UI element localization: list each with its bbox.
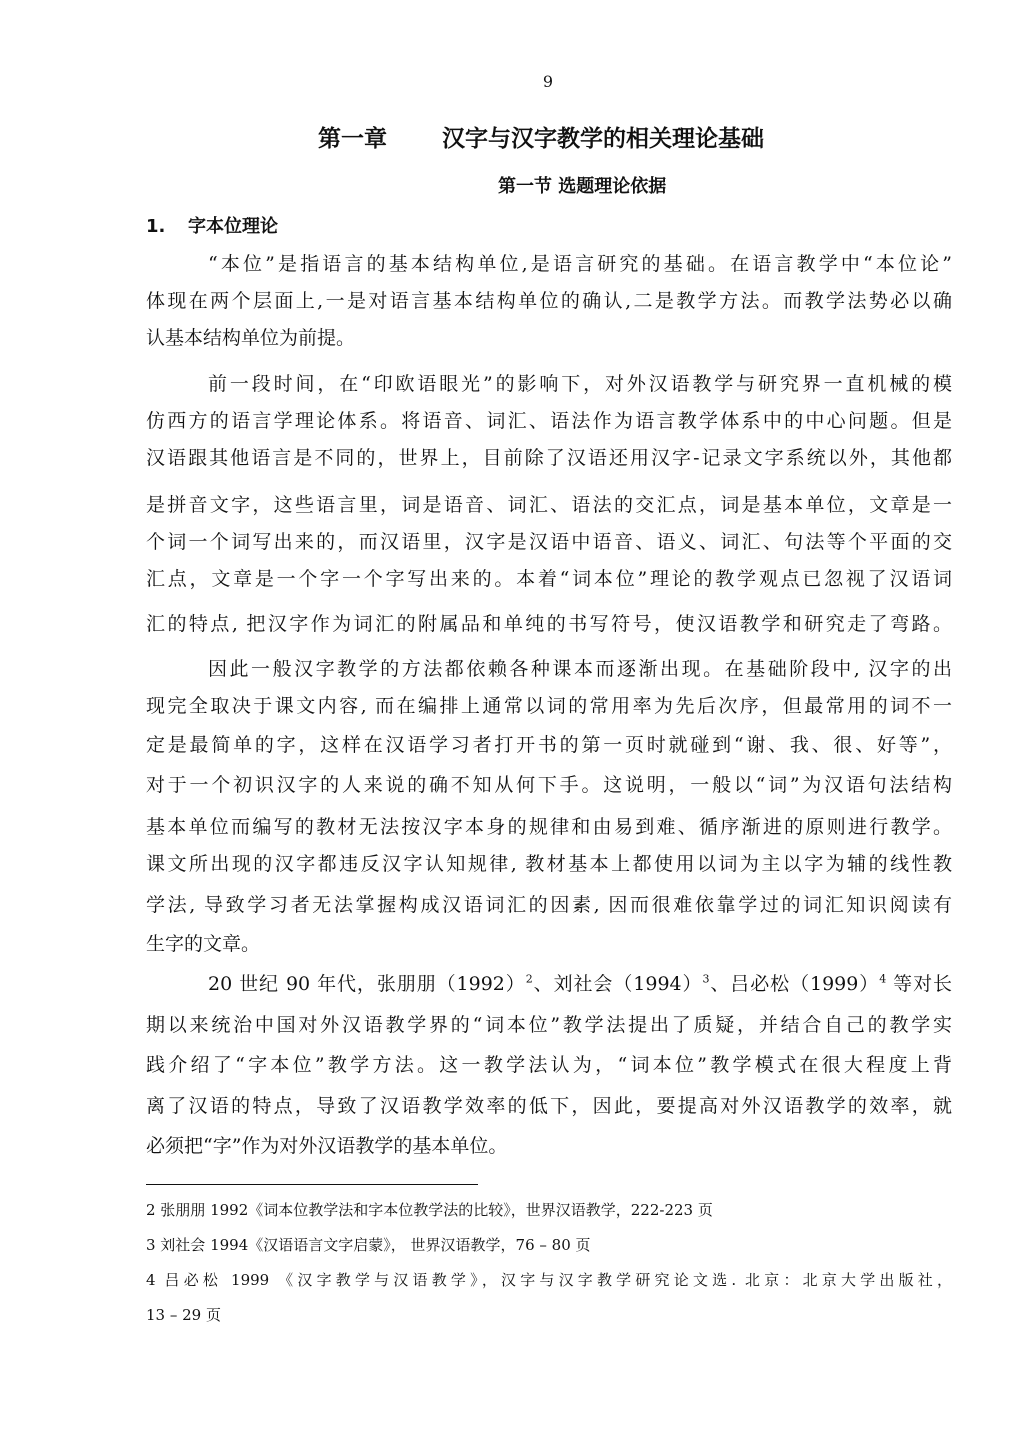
- page-number: 9: [542, 72, 554, 91]
- chapter-title: [318, 120, 764, 153]
- body-line: 生字的文章。: [146, 933, 261, 955]
- text-run: 等对长: [886, 973, 953, 995]
- body-line: 定是最简单的字，这样在汉语学习者打开书的第一页时就碰到“谢、我、很、好等”，: [146, 734, 952, 756]
- body-line: 汇点，文章是一个字一个字写出来的。本着“词本位”理论的教学观点已忽视了汉语词: [146, 568, 952, 590]
- text-run: 20 世纪 90 年代，张朋朋（1992）: [208, 973, 526, 995]
- body-line: 仿西方的语言学理论体系。将语音、词汇、语法作为语言教学体系中的中心问题。但是: [146, 410, 952, 432]
- body-line: 课文所出现的汉字都违反汉字认知规律, 教材基本上都使用以词为主以字为辅的线性教: [146, 853, 952, 875]
- footnote: 4 吕必松 1999 《汉字教学与汉语教学》，汉字与汉字教学研究论文选. 北京：北京大学出版社，: [146, 1271, 952, 1289]
- body-line: 认基本结构单位为前提。: [146, 327, 356, 349]
- body-line: 个词一个词写出来的，而汉语里，汉字是汉语中语音、语义、词汇、句法等个平面的交: [146, 531, 952, 553]
- body-line: 现完全取决于课文内容, 而在编排上通常以词的常用率为先后次序，但最常用的词不一: [146, 695, 952, 717]
- body-line-with-citations: [208, 972, 952, 996]
- footnote: 3 刘社会 1994《汉语语言文字启蒙》， 世界汉语教学，76 – 80 页: [146, 1236, 591, 1254]
- body-line: 体现在两个层面上,一是对语言基本结构单位的确认,二是教学方法。而教学法势必以确: [146, 290, 952, 312]
- subsection-title: [146, 212, 278, 238]
- body-line: 离了汉语的特点，导致了汉语教学效率的低下，因此，要提高对外汉语教学的效率，就: [146, 1095, 952, 1117]
- section-title: 第一节 选题理论依据: [498, 176, 667, 197]
- body-line: 前一段时间，在“印欧语眼光”的影响下，对外汉语教学与研究界一直机械的模: [208, 373, 952, 395]
- subsection-number: 1.: [146, 216, 166, 237]
- body-line: 是拼音文字，这些语言里，词是语音、词汇、语法的交汇点，词是基本单位，文章是一: [146, 494, 952, 516]
- body-line: 因此一般汉字教学的方法都依赖各种课本而逐渐出现。在基础阶段中, 汉字的出: [208, 658, 952, 680]
- body-line: “本位”是指语言的基本结构单位,是语言研究的基础。在语言教学中“本位论”: [208, 253, 952, 275]
- footnote-ref: 4: [879, 972, 887, 986]
- body-line: 必须把“字”作为对外汉语教学的基本单位。: [146, 1135, 508, 1157]
- footnote-ref: 3: [702, 972, 710, 986]
- text-run: 、刘社会（1994）: [532, 973, 703, 995]
- footnote: 2 张朋朋 1992《词本位教学法和字本位教学法的比较》，世界汉语教学，222-223 页: [146, 1201, 713, 1219]
- footnote-separator: [146, 1184, 478, 1185]
- footnote-continuation: 13 – 29 页: [146, 1306, 221, 1324]
- chapter-number: 第一章: [318, 126, 387, 152]
- chapter-title-text: 汉字与汉字教学的相关理论基础: [442, 126, 764, 152]
- body-line: 学法, 导致学习者无法掌握构成汉语词汇的因素, 因而很难依靠学过的词汇知识阅读有: [146, 894, 952, 916]
- body-line: 汇的特点, 把汉字作为词汇的附属品和单纯的书写符号，使汉语教学和研究走了弯路。: [146, 613, 952, 635]
- subsection-title-text: 字本位理论: [188, 216, 278, 237]
- body-line: 汉语跟其他语言是不同的，世界上，目前除了汉语还用汉字-记录文字系统以外，其他都: [146, 447, 952, 469]
- text-run: 、吕必松（1999）: [709, 973, 880, 995]
- footnote-ref: 2: [525, 972, 533, 986]
- body-line: 基本单位而编写的教材无法按汉字本身的规律和由易到难、循序渐进的原则进行教学。: [146, 816, 952, 838]
- body-line: 期以来统治中国对外汉语教学界的“词本位”教学法提出了质疑，并结合自己的教学实: [146, 1014, 952, 1036]
- body-line: 对于一个初识汉字的人来说的确不知从何下手。这说明，一般以“词”为汉语句法结构: [146, 774, 952, 796]
- body-line: 践介绍了“字本位”教学方法。这一教学法认为，“词本位”教学模式在很大程度上背: [146, 1054, 952, 1076]
